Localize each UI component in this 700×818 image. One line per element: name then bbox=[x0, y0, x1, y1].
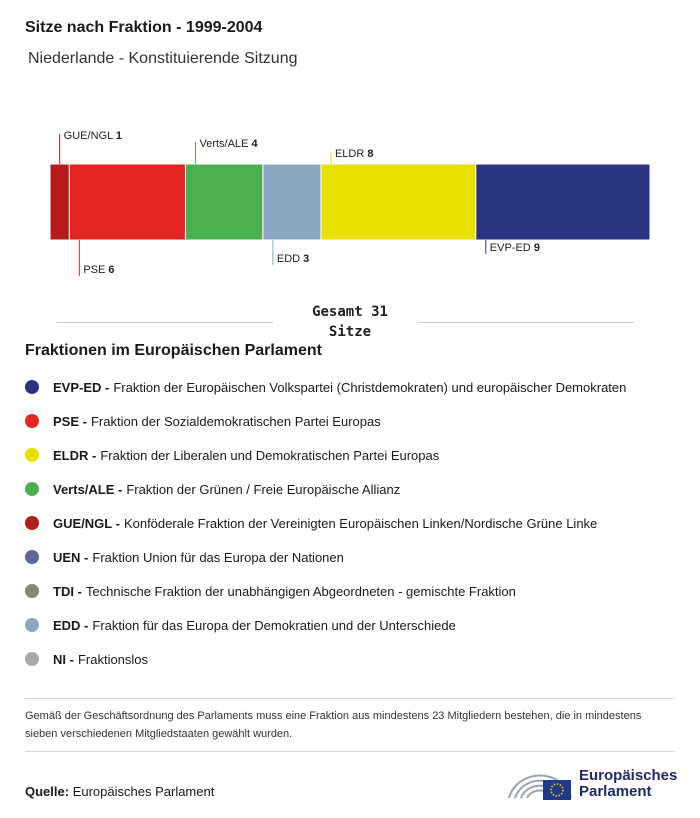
legend-abbr: NI - bbox=[53, 651, 74, 667]
chart-subtitle: Niederlande - Konstituierende Sitzung bbox=[28, 50, 298, 67]
legend-title: Fraktionen im Europäischen Parlament bbox=[25, 342, 322, 359]
ep-logo bbox=[505, 760, 685, 804]
legend-abbr: Verts/ALE - bbox=[53, 481, 123, 497]
legend-item bbox=[25, 574, 626, 608]
total-divider-right bbox=[418, 322, 634, 323]
legend-dot bbox=[25, 482, 39, 496]
logo-line2: Parlament bbox=[579, 783, 652, 800]
total-seats bbox=[280, 302, 420, 342]
legend-list bbox=[25, 370, 626, 676]
legend-dot bbox=[25, 550, 39, 564]
total-divider-left bbox=[57, 322, 273, 323]
source-line bbox=[25, 784, 214, 799]
legend-abbr: GUE/NGL - bbox=[53, 515, 120, 531]
legend-item bbox=[25, 438, 626, 472]
legend-text: Fraktion der Sozialdemokratischen Partei Europas bbox=[90, 413, 381, 429]
legend-item bbox=[25, 506, 626, 540]
bar-label-evp-ed: EVP-ED 9 bbox=[489, 242, 540, 254]
logo-text bbox=[579, 768, 677, 800]
bar-segment-edd bbox=[263, 164, 321, 240]
legend-dot bbox=[25, 584, 39, 598]
legend-dot bbox=[25, 414, 39, 428]
logo-line1: Europäisches bbox=[579, 767, 678, 784]
total-label: Gesamt 31 bbox=[312, 304, 388, 320]
footer-divider-bottom bbox=[25, 751, 675, 752]
legend-item bbox=[25, 370, 626, 404]
legend-dot bbox=[25, 652, 39, 666]
legend-abbr: EVP-ED - bbox=[53, 379, 110, 395]
footer-divider-top bbox=[25, 698, 675, 699]
legend-text: Fraktion der Europäischen Volkspartei (Christdemokraten) und europäischer Demokraten bbox=[113, 379, 627, 395]
bar-label-eldr: ELDR 8 bbox=[334, 148, 374, 160]
bar-label-edd: EDD 3 bbox=[276, 253, 310, 265]
bar-label-gue-ngl: GUE/NGL 1 bbox=[63, 130, 122, 142]
legend-text: Technische Fraktion der unabhängigen Abgeordneten - gemischte Fraktion bbox=[85, 583, 516, 599]
legend-item bbox=[25, 608, 626, 642]
legend-abbr: PSE - bbox=[53, 413, 87, 429]
legend-item bbox=[25, 404, 626, 438]
legend-text: Fraktion für das Europa der Demokratien und der Unterschiede bbox=[92, 617, 456, 633]
source-text: Europäisches Parlament bbox=[72, 784, 215, 799]
legend-dot bbox=[25, 516, 39, 530]
legend-text: Fraktion Union für das Europa der Nationen bbox=[92, 549, 344, 565]
legend-item bbox=[25, 472, 626, 506]
bar-segment-pse bbox=[69, 164, 185, 240]
legend-abbr: TDI - bbox=[53, 583, 82, 599]
legend-text: Fraktion der Grünen / Freie Europäische Allianz bbox=[126, 481, 401, 497]
bar-label-pse: PSE 6 bbox=[83, 264, 115, 276]
legend-dot bbox=[25, 380, 39, 394]
legend-text: Fraktionslos bbox=[77, 651, 149, 667]
bar-segment-verts-ale bbox=[185, 164, 262, 240]
legend-abbr: ELDR - bbox=[53, 447, 97, 463]
total-unit: Sitze bbox=[328, 324, 372, 340]
legend-abbr: EDD - bbox=[53, 617, 89, 633]
bar-segment-evp-ed bbox=[476, 164, 650, 240]
stacked-seat-bar-chart bbox=[0, 120, 700, 290]
rules-note: Gemäß der Geschäftsordnung des Parlaments muss eine Fraktion aus mindestens 23 Mitgliedern bestehen, die in mindestens sieben verschiedenen Mitgliedstaaten gewählt wurden. bbox=[25, 710, 642, 740]
legend-text: Konföderale Fraktion der Vereinigten Europäischen Linken/Nordische Grüne Linke bbox=[123, 515, 598, 531]
hemicycle-icon bbox=[505, 760, 575, 804]
legend-dot bbox=[25, 448, 39, 462]
legend-text: Fraktion der Liberalen und Demokratischen Partei Europas bbox=[100, 447, 440, 463]
legend-abbr: UEN - bbox=[53, 549, 89, 565]
source-label: Quelle: bbox=[25, 784, 70, 799]
legend-dot bbox=[25, 618, 39, 632]
bar-segment-gue-ngl bbox=[50, 164, 69, 240]
legend-item bbox=[25, 540, 626, 574]
legend-item bbox=[25, 642, 626, 676]
bar-segment-eldr bbox=[321, 164, 476, 240]
chart-title: Sitze nach Fraktion - 1999-2004 bbox=[25, 19, 263, 36]
bar-label-verts-ale: Verts/ALE 4 bbox=[199, 138, 258, 150]
